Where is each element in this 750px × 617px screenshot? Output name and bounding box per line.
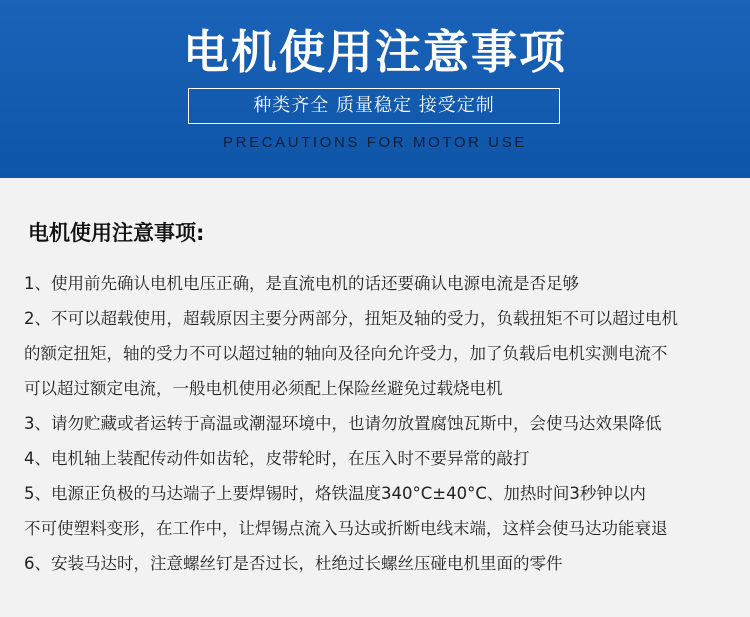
content-panel [0,178,750,617]
banner-title: 电机使用注意事项 [183,25,567,79]
banner-subtitle: PRECAUTIONS FOR MOTOR USE [223,134,527,151]
section-heading: 电机使用注意事项: [28,221,205,245]
instruction-line: 6、安装马达时，注意螺丝钉是否过长，杜绝过长螺丝压碰电机里面的零件 [24,554,563,573]
instruction-line: 5、电源正负极的马达端子上要焊锡时，烙铁温度340°C±40°C、加热时间3秒钟以内 [24,484,646,503]
instruction-line: 1、使用前先确认电机电压正确，是直流电机的话还要确认电源电流是否足够 [24,274,579,293]
instruction-line: 不可使塑料变形，在工作中，让焊锡点流入马达或折断电线末端，这样会使马达功能衰退 [24,519,668,538]
instruction-line: 的额定扭矩，轴的受力不可以超过轴的轴向及径向允许受力，加了负载后电机实测电流不 [24,344,668,363]
instruction-line: 可以超过额定电流，一般电机使用必须配上保险丝避免过载烧电机 [24,379,503,398]
instruction-line: 4、电机轴上装配传动件如齿轮，皮带轮时，在压入时不要异常的敲打 [24,449,530,468]
header-banner [0,0,750,178]
instruction-line: 2、不可以超载使用，超载原因主要分两部分，扭矩及轴的受力，负载扭矩不可以超过电机 [24,309,678,328]
instruction-line: 3、请勿贮藏或者运转于高温或潮湿环境中，也请勿放置腐蚀瓦斯中，会使马达效果降低 [24,414,662,433]
banner-slogan-box: 种类齐全 质量稳定 接受定制 [188,88,560,124]
